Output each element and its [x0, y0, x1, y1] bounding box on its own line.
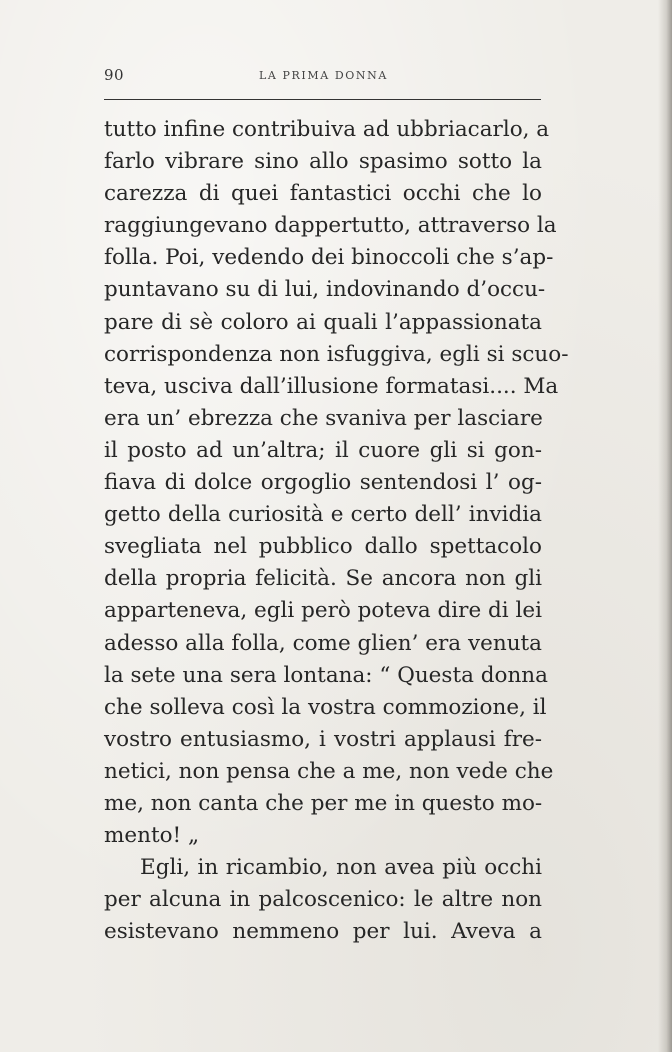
page-edge-shadow [658, 0, 672, 1052]
text-line: la sete una sera lontana: “ Questa donna [104, 662, 548, 688]
text-line: farlo vibrare sino allo spasimo sotto la [104, 149, 542, 175]
text-line: getto della curiosità e certo dell’ invidia [104, 502, 542, 528]
text-line: me, non canta che per me in questo mo- [104, 790, 543, 816]
text-line: fiava di dolce orgoglio sentendosi l’ og- [104, 470, 542, 496]
text-line: pare di sè coloro ai quali l’appassionata [104, 309, 542, 335]
text-line: folla. Poi, vedendo dei binoccoli che s’ap- [104, 245, 554, 271]
text-line: esistevano nemmeno per lui. Aveva a [104, 919, 542, 945]
text-line: che solleva così la vostra commozione, il [104, 694, 547, 720]
paragraph-2 [104, 852, 542, 948]
paragraph-1 [104, 114, 569, 852]
text-line: tutto infine contribuiva ad ubbriacarlo, a [104, 117, 550, 142]
text-line: corrispondenza non isfuggiva, egli si scuo- [104, 341, 569, 367]
text-line: il posto ad un’altra; il cuore gli si gon- [104, 437, 542, 463]
text-line: netici, non pensa che a me, non vede che [104, 758, 554, 784]
running-title: LA PRIMA DONNA [259, 69, 388, 82]
text-line: raggiungevano dappertutto, attraverso la [104, 213, 557, 239]
text-line: Egli, in ricambio, non avea più occhi [140, 855, 542, 881]
text-line: era un’ ebrezza che svaniva per lasciare [104, 405, 543, 431]
running-head [104, 66, 540, 88]
text-line: puntavano su di lui, indovinando d’occu- [104, 277, 546, 303]
text-line: mento! „ [104, 823, 200, 849]
text-line: carezza di quei fantastici occhi che lo [104, 181, 542, 207]
text-line: della propria felicità. Se ancora non gli [104, 566, 542, 592]
body-text [104, 114, 569, 948]
page-number: 90 [104, 66, 125, 84]
text-line: teva, usciva dall’illusione formatasi.... Ma [104, 373, 559, 399]
text-line: adesso alla folla, come glien’ era venuta [104, 630, 542, 656]
text-line: vostro entusiasmo, i vostri applausi fre- [104, 726, 542, 752]
text-line: per alcuna in palcoscenico: le altre non [104, 887, 542, 913]
text-line: apparteneva, egli però poteva dire di lei [104, 598, 542, 624]
text-line: svegliata nel pubblico dallo spettacolo [104, 534, 542, 560]
header-rule [104, 99, 541, 100]
